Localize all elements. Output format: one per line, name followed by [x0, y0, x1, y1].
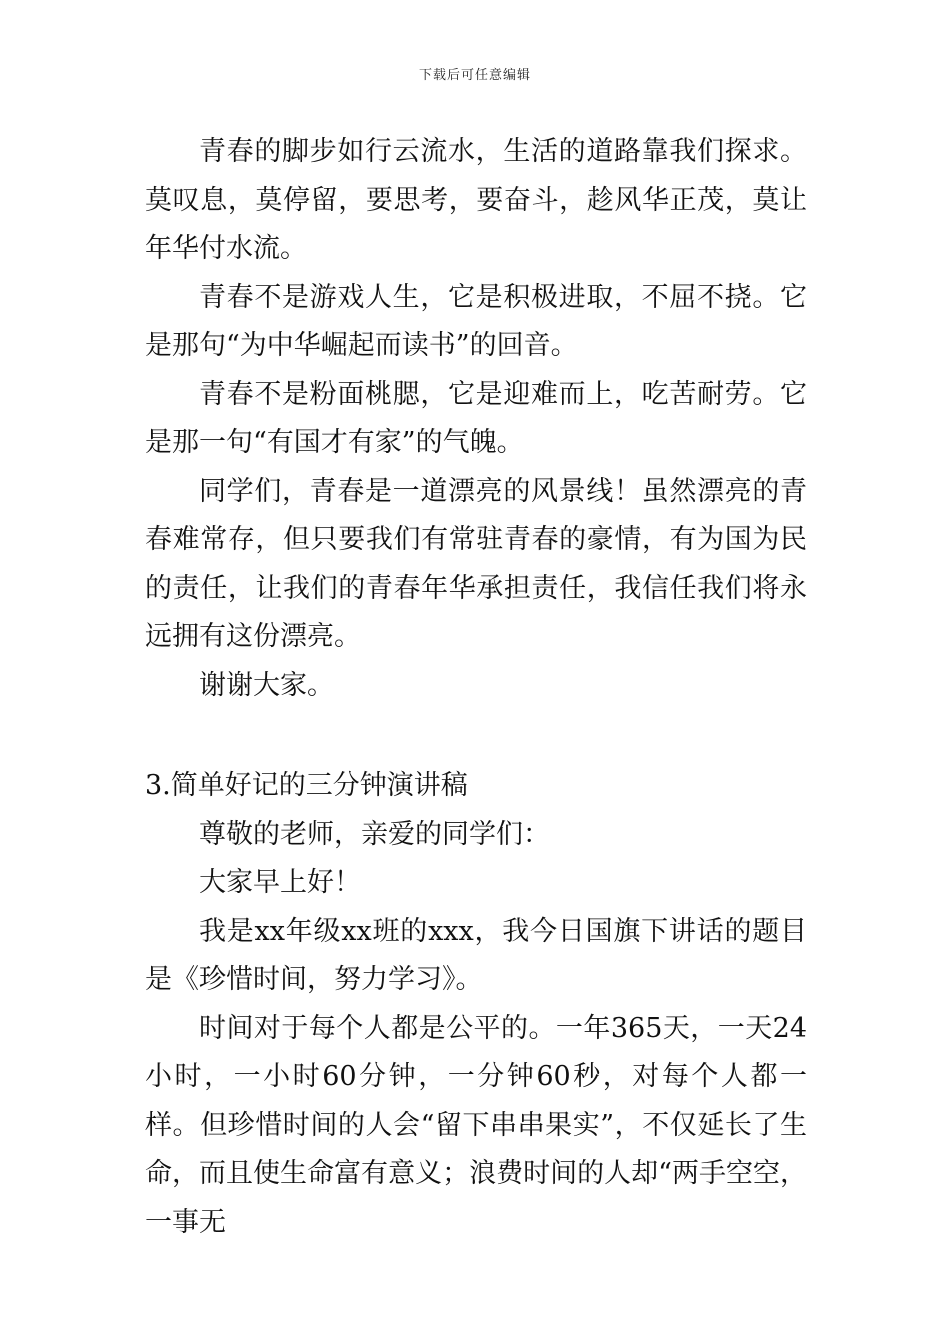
paragraph-time-fairness: 时间对于每个人都是公平的。一年365天，一天24小时，一小时60分钟，一分钟60秒，对每个人都一样。但珍惜时间的人会“留下串串果实”，不仅延长了生命，而且使生命富有意义；浪费时间的人却“两手空空，一事无	[145, 1012, 807, 1238]
paragraph-good-morning: 大家早上好！	[199, 867, 361, 898]
section-title: 3.简单好记的三分钟演讲稿	[145, 770, 468, 801]
document-body	[145, 128, 807, 1247]
paragraph-greeting: 尊敬的老师，亲爱的同学们：	[199, 818, 550, 850]
paragraph-youth-not-beauty: 青春不是粉面桃腮，它是迎难而上，吃苦耐劳。它是那一句“有国才有家”的气魄。	[145, 378, 807, 458]
paragraph-youth-not-game: 青春不是游戏人生，它是积极进取，不屈不挠。它是那句“为中华崛起而读书”的回音。	[145, 281, 807, 361]
page-header: 下载后可任意编辑	[418, 68, 531, 83]
paragraph-youth-steps: 青春的脚步如行云流水，生活的道路靠我们探求。莫叹息，莫停留，要思考，要奋斗，趁风华正茂，莫让年华付水流。	[145, 136, 807, 264]
paragraph-thanks: 谢谢大家。	[199, 669, 334, 701]
paragraph-speech-topic: 我是xx年级xx班的xxx，我今日国旗下讲话的题目是《珍惜时间，努力学习》。	[145, 915, 807, 995]
paragraph-youth-scenery: 同学们，青春是一道漂亮的风景线！虽然漂亮的青春难常存，但只要我们有常驻青春的豪情，有为国为民的责任，让我们的青春年华承担责任，我信任我们将永远拥有这份漂亮。	[145, 475, 807, 652]
section-spacer	[145, 710, 807, 762]
